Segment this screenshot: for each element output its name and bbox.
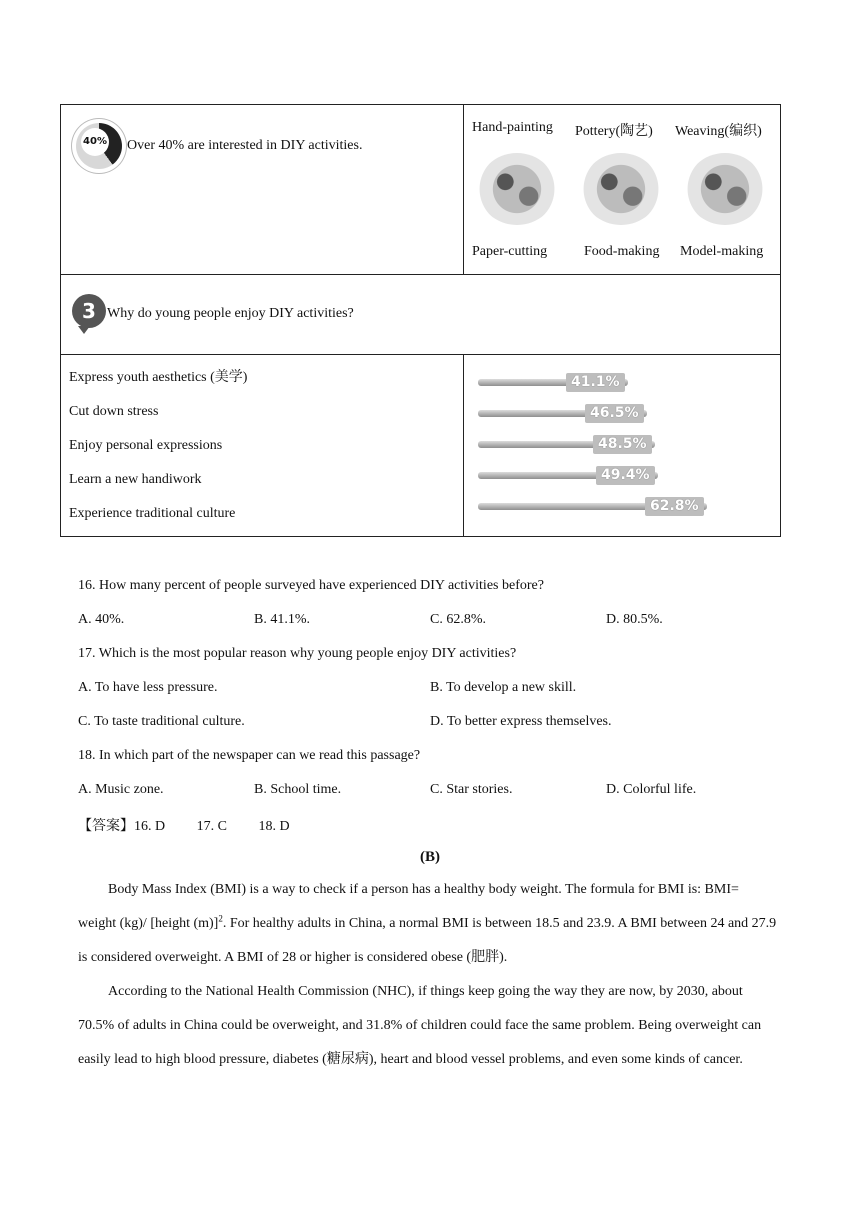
answer-line	[78, 815, 290, 835]
answer-17: 17. C	[196, 819, 227, 834]
chart-bar-label: 46.5%	[585, 404, 644, 423]
survey-table	[60, 104, 781, 537]
option-18-a: A. Music zone.	[78, 782, 164, 797]
reason-item: Learn a new handiwork	[69, 472, 202, 487]
chart-bar-label: 62.8%	[645, 497, 704, 516]
option-17-b: B. To develop a new skill.	[430, 680, 577, 695]
activity-label: Weaving(编织)	[675, 124, 762, 139]
option-16-d: D. 80.5%.	[606, 612, 663, 627]
activity-label: Pottery(陶艺)	[575, 124, 653, 139]
answer-label: 【答案】	[78, 819, 134, 834]
option-18-b: B. School time.	[254, 782, 342, 797]
option-16-a: A. 40%.	[78, 612, 125, 627]
interest-statement: Over 40% are interested in DIY activities.	[127, 138, 363, 153]
paragraph-1-text-a: Body Mass Index (BMI) is a way to check if a person has a healthy body weight. The formula for BMI is: BMI= weight (kg)/ [height (m)]	[78, 882, 739, 931]
exponent: 2	[218, 913, 223, 924]
section-title: (B)	[420, 849, 440, 865]
option-17-d: D. To better express themselves.	[430, 714, 612, 729]
reason-item: Express youth aesthetics (美学)	[69, 370, 248, 385]
chart-bar-label: 49.4%	[596, 466, 655, 485]
survey-question: Why do young people enjoy DIY activities?	[107, 306, 354, 321]
activity-label: Paper-cutting	[472, 244, 548, 259]
reason-item: Cut down stress	[69, 404, 159, 419]
option-17-a: A. To have less pressure.	[78, 680, 218, 695]
paragraph-1-text-b: . For healthy adults in China, a normal BMI is between 18.5 and 23.9. A BMI between 24 and 27.9 is considered overweight. A BMI of 28 or higher is considered obese (肥胖).	[78, 916, 777, 965]
question-16: 16. How many percent of people surveyed have experienced DIY activities before?	[78, 578, 544, 593]
interest-cell	[61, 105, 464, 275]
option-18-c: C. Star stories.	[430, 782, 513, 797]
activity-label: Model-making	[680, 244, 764, 259]
chart-cell	[464, 355, 781, 537]
activity-label: Food-making	[584, 244, 660, 259]
passage-b	[78, 873, 778, 1077]
option-16-b: B. 41.1%.	[254, 612, 310, 627]
passage-paragraph-1	[78, 873, 778, 975]
hand-painting-image	[478, 153, 556, 225]
number-badge-icon: 3	[72, 294, 106, 328]
reasons-bar-chart	[478, 373, 778, 523]
option-16-c: C. 62.8%.	[430, 612, 486, 627]
chart-bar-label: 41.1%	[566, 373, 625, 392]
passage-paragraph-2: According to the National Health Commission (NHC), if things keep going the way they are now, by 2030, about 70.5% of adults in China could be overweight, and 31.8% of children could face the same problem. Being overweight can easily lead to high blood pressure, diabetes (糖尿病), heart and blood vessel problems, and even some kinds of cancer.	[78, 984, 762, 1067]
reasons-list	[69, 369, 247, 539]
chart-bar-label: 48.5%	[593, 435, 652, 454]
weaving-image	[686, 153, 764, 225]
pottery-image	[582, 153, 660, 225]
answer-16: 16. D	[134, 819, 166, 834]
activities-cell	[464, 105, 781, 275]
reason-item: Enjoy personal expressions	[69, 438, 223, 453]
question-cell	[61, 275, 781, 355]
reasons-cell	[61, 355, 464, 537]
activity-label: Hand-painting	[472, 120, 553, 135]
percent-badge-icon	[72, 119, 126, 173]
question-18: 18. In which part of the newspaper can we read this passage?	[78, 748, 421, 763]
option-17-c: C. To taste traditional culture.	[78, 714, 245, 729]
percent-badge-text: 40%	[81, 128, 109, 156]
reason-item: Experience traditional culture	[69, 506, 236, 521]
option-18-d: D. Colorful life.	[606, 782, 697, 797]
question-17: 17. Which is the most popular reason why young people enjoy DIY activities?	[78, 646, 517, 661]
answer-18: 18. D	[258, 819, 290, 834]
